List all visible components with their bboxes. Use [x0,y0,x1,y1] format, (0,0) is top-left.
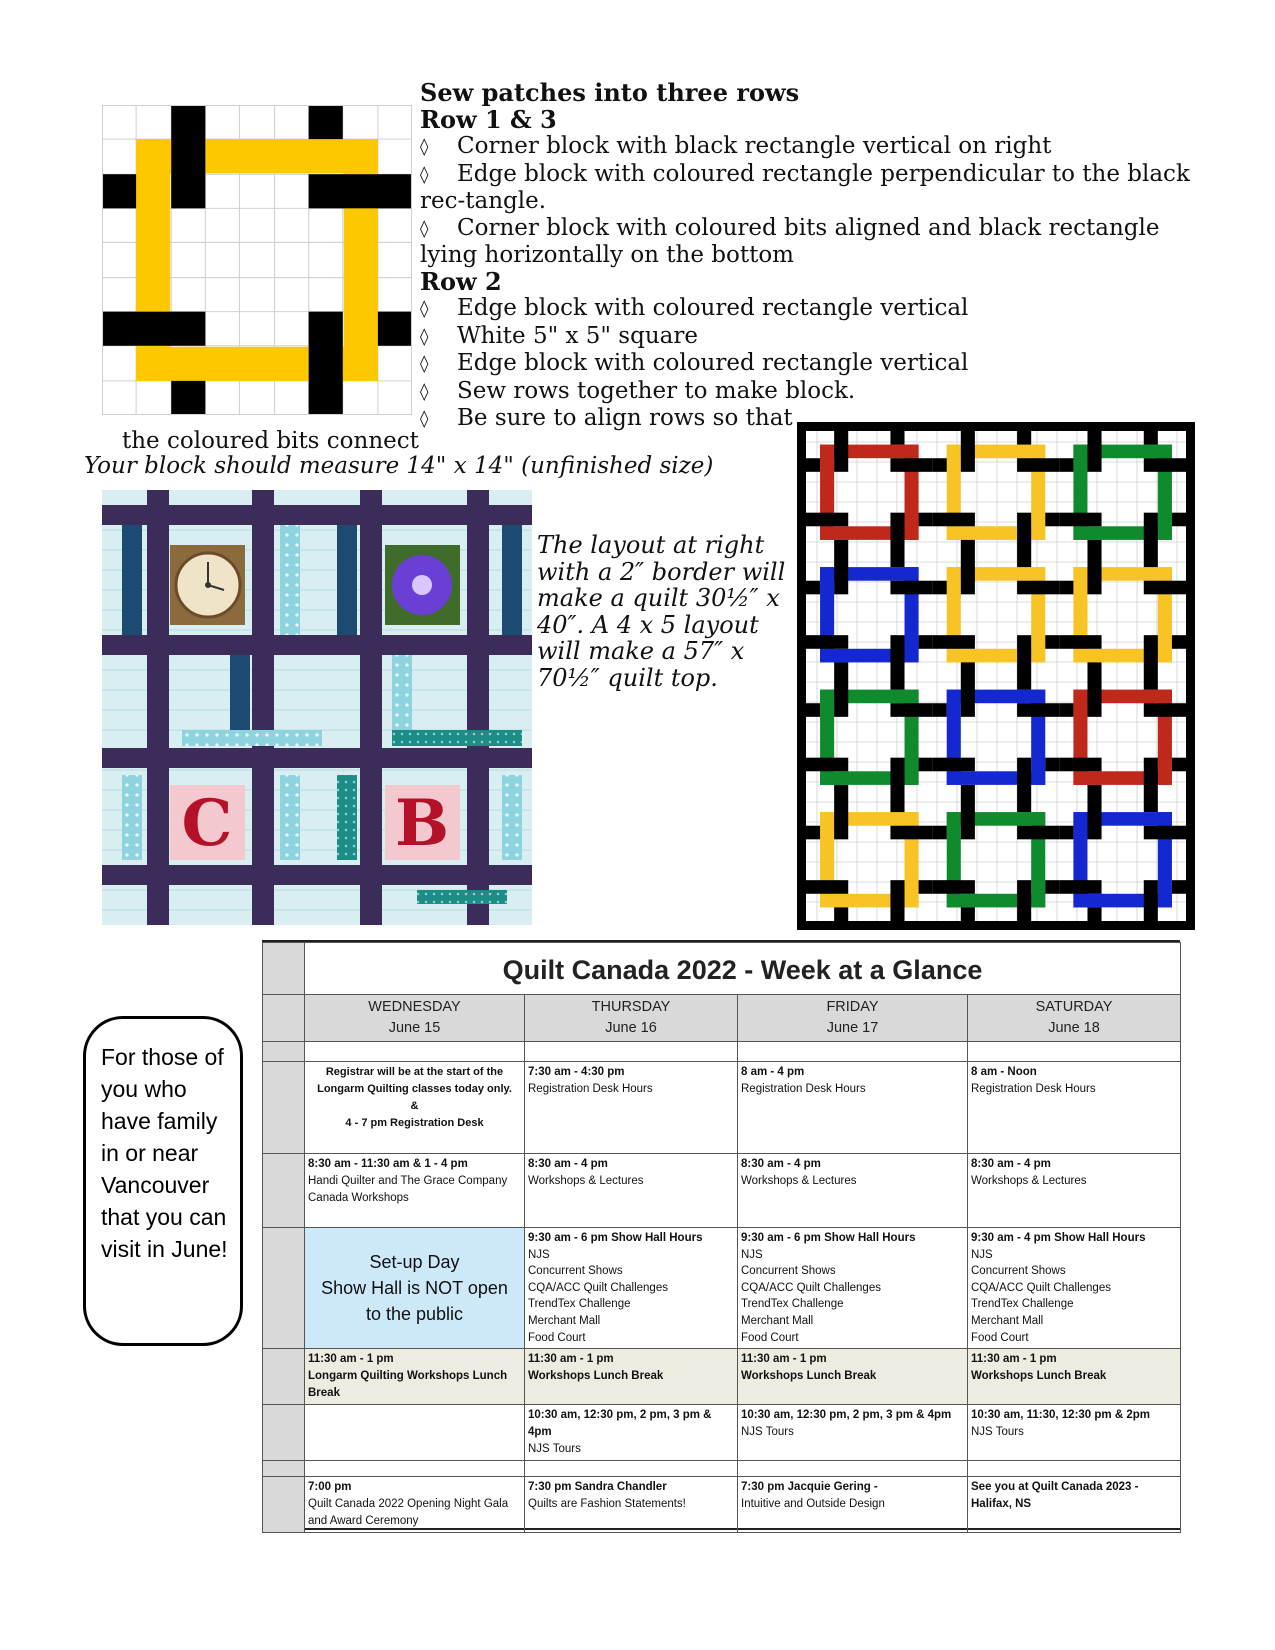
layout-patch [1087,799,1101,840]
layout-patch [1059,826,1073,840]
layout-patch [1059,758,1101,772]
day-header: THURSDAY June 16 [525,995,738,1042]
table-cell: 7:30 pm Sandra Chandler Quilts are Fashion Statements! [525,1477,738,1533]
table-cell: 11:30 am - 1 pm Workshops Lunch Break [968,1349,1181,1405]
table-cell: 7:30 pm Jacquie Gering - Intuitive and Outside Design [738,1477,968,1533]
diamond-bullet-icon: ◊ [420,164,429,185]
layout-patch [1087,785,1101,799]
layout-patch [1017,581,1059,595]
layout-patch [1017,826,1059,840]
layout-patch [1017,431,1031,445]
layout-patch [1144,513,1158,554]
layout-patch [1087,540,1101,554]
layout-patch [961,676,975,717]
layout-patch [806,758,848,772]
layout-patch [890,703,932,717]
layout-patch [806,826,820,840]
layout-patch [1144,676,1158,690]
layout-patch [834,662,848,676]
layout-patch [933,581,947,595]
layout-patch [834,676,848,717]
layout-patch [919,635,933,649]
layout-patch [1045,635,1059,649]
layout-patch [890,826,932,840]
layout-patch [961,540,975,554]
layout-patch [933,635,975,649]
table-cell: 10:30 am, 12:30 pm, 2 pm, 3 pm & 4pm NJS Tours [738,1405,968,1461]
diamond-bullet-icon: ◊ [420,381,429,402]
layout-patch [806,581,820,595]
layout-patch [890,458,932,472]
connect-text: the coloured bits connect [122,428,419,454]
table-cell: 11:30 am - 1 pm Workshops Lunch Break [525,1349,738,1405]
table-cell: Registrar will be at the start of the Longarm Quilting classes today only. & 4 - 7 pm Registration Desk [305,1062,525,1154]
layout-patch [890,758,904,799]
layout-patch [834,431,848,472]
instructions-title: Sew patches into three rows [420,78,800,107]
layout-patch [1144,826,1186,840]
photo-letter-c: C [181,786,233,861]
layout-patch [919,758,933,772]
layout-patch [806,458,820,472]
diamond-bullet-icon: ◊ [420,299,429,319]
layout-patch [806,703,820,717]
table-cell: 8 am - 4 pm Registration Desk Hours [738,1062,968,1154]
layout-patch [1017,799,1031,813]
layout-patch [1172,635,1186,649]
table-cell: 10:30 am, 11:30, 12:30 pm & 2pm NJS Tours [968,1405,1181,1461]
setup-day-cell: Set-up Day Show Hall is NOT open to the public [305,1228,525,1349]
layout-patch [933,758,975,772]
row13-heading: Row 1 & 3 [420,104,557,134]
layout-patch [1017,635,1031,676]
layout-patch [961,431,975,472]
table-cell: 8:30 am - 11:30 am & 1 - 4 pm Handi Quilter and The Grace Company Canada Workshops [305,1154,525,1228]
list-item: ◊ Corner block with black rectangle vertical on right [420,133,1052,159]
list-item: ◊ White 5" x 5" square [420,322,698,349]
layout-patch [1017,880,1031,921]
table-cell: 9:30 am - 6 pm Show Hall Hours NJS Concurrent Shows CQA/ACC Quilt Challenges TrendTex Challenge Merchant Mall Food Court [738,1228,968,1349]
list-item: ◊ Edge block with coloured rectangle perpendicular to the black rec-tangle. [420,160,1190,214]
layout-patch [834,907,848,921]
layout-patch [1144,635,1158,676]
layout-patch [961,554,975,595]
quilt-photo [102,490,532,925]
layout-patch [834,799,848,840]
layout-patch [1059,635,1101,649]
table-cell: 9:30 am - 4 pm Show Hall Hours NJS Concurrent Shows CQA/ACC Quilt Challenges TrendTex Challenge Merchant Mall Food Court [968,1228,1181,1349]
table-cell: 8:30 am - 4 pm Workshops & Lectures [525,1154,738,1228]
schedule-title: Quilt Canada 2022 - Week at a Glance [305,943,1181,995]
layout-patch [834,785,848,799]
layout-patch [961,662,975,676]
layout-patch [1059,880,1101,894]
layout-patch [1045,880,1059,894]
list-item: ◊ Corner block with coloured bits aligned and black rectangle lying horizontally on the bottom [420,214,1160,268]
layout-patch [1144,554,1158,568]
row2-heading: Row 2 [420,266,502,296]
layout-patch [919,880,933,894]
layout-patch [1144,431,1158,445]
table-cell: 8:30 am - 4 pm Workshops & Lectures [968,1154,1181,1228]
layout-patch [1017,458,1059,472]
layout-patch [1017,676,1031,690]
layout-patch [890,635,904,676]
layout-patch [961,907,975,921]
diamond-bullet-icon: ◊ [420,354,429,374]
layout-patch [1087,662,1101,676]
table-cell: See you at Quilt Canada 2023 - Halifax, NS [968,1477,1181,1533]
quilt-block-diagram [102,105,412,415]
layout-patch [1017,703,1059,717]
table-cell: 11:30 am - 1 pm Workshops Lunch Break [738,1349,968,1405]
table-cell: 7:30 am - 4:30 pm Registration Desk Hours [525,1062,738,1154]
table-cell: 8:30 am - 4 pm Workshops & Lectures [738,1154,968,1228]
layout-patch [1087,554,1101,595]
layout-patch [1087,676,1101,717]
layout-patch [1045,513,1059,527]
layout-patch [933,826,947,840]
layout-patch [890,799,904,813]
layout-patch [1017,758,1031,799]
photo-letter-b: B [394,786,450,861]
layout-patch [1059,458,1073,472]
layout-patch [1017,554,1031,568]
list-item: ◊ Be sure to align rows so that [420,405,793,431]
layout-patch [1059,513,1101,527]
diamond-bullet-icon: ◊ [420,218,429,239]
layout-patch [890,513,904,554]
list-item: ◊ Sew rows together to make block. [420,377,856,404]
list-item: ◊ Edge block with coloured rectangle vertical [420,295,969,321]
table-cell: 11:30 am - 1 pm Longarm Quilting Workshops Lunch Break [305,1349,525,1405]
layout-patch [961,799,975,840]
layout-patch [1144,703,1186,717]
layout-patch [1087,907,1101,921]
layout-patch [1144,758,1158,799]
instructions [420,80,1200,433]
layout-patch [1144,581,1186,595]
layout-patch [834,554,848,595]
layout-patch [1045,758,1059,772]
layout-note: The layout at right with a 2″ border will make a quilt 30½″ x 40″. A 4 x 5 layout will make a 57″ x 70½″ quilt top. [537,531,786,692]
diamond-bullet-icon: ◊ [420,326,429,347]
family-callout: For those of you who have family in or near Vancouver that you can visit in June! [83,1016,243,1346]
layout-patch [890,554,904,568]
layout-patch [1017,513,1031,554]
layout-patch [806,635,848,649]
layout-patch [1172,513,1186,527]
layout-patch [1172,758,1186,772]
layout-patch [1144,880,1158,921]
diamond-bullet-icon: ◊ [420,409,429,429]
layout-patch [806,880,848,894]
table-cell: 10:30 am, 12:30 pm, 2 pm, 3 pm & 4pm NJS Tours [525,1405,738,1461]
day-header: SATURDAY June 18 [968,995,1181,1042]
layout-patch [890,431,904,445]
diamond-bullet-icon: ◊ [420,137,429,157]
table-cell: 8 am - Noon Registration Desk Hours [968,1062,1181,1154]
table-cell: 9:30 am - 6 pm Show Hall Hours NJS Concurrent Shows CQA/ACC Quilt Challenges TrendTex Challenge Merchant Mall Food Court [525,1228,738,1349]
layout-patch [933,880,975,894]
layout-patch [919,513,933,527]
layout-patch [933,513,975,527]
layout-patch [834,540,848,554]
table-cell: 7:00 pm Quilt Canada 2022 Opening Night Gala and Award Ceremony [305,1477,525,1533]
layout-patch [1087,431,1101,472]
layout-patch [890,581,932,595]
day-header: WEDNESDAY June 15 [305,995,525,1042]
layout-patch [933,703,947,717]
layout-patch [890,676,904,690]
layout-patch [890,880,904,921]
layout-patch [1172,880,1186,894]
layout-patch [1059,581,1073,595]
layout-patch [1059,703,1073,717]
layout-patch [1144,458,1186,472]
layout-patch [933,458,947,472]
layout-patch [961,785,975,799]
quilt-layout-diagram [797,422,1195,930]
layout-patch [1144,799,1158,813]
measure-text: Your block should measure 14" x 14" (unfinished size) [84,453,714,479]
schedule-table [262,940,1180,1530]
day-header: FRIDAY June 17 [738,995,968,1042]
layout-patch [806,513,848,527]
list-item: ◊ Edge block with coloured rectangle vertical [420,350,969,376]
